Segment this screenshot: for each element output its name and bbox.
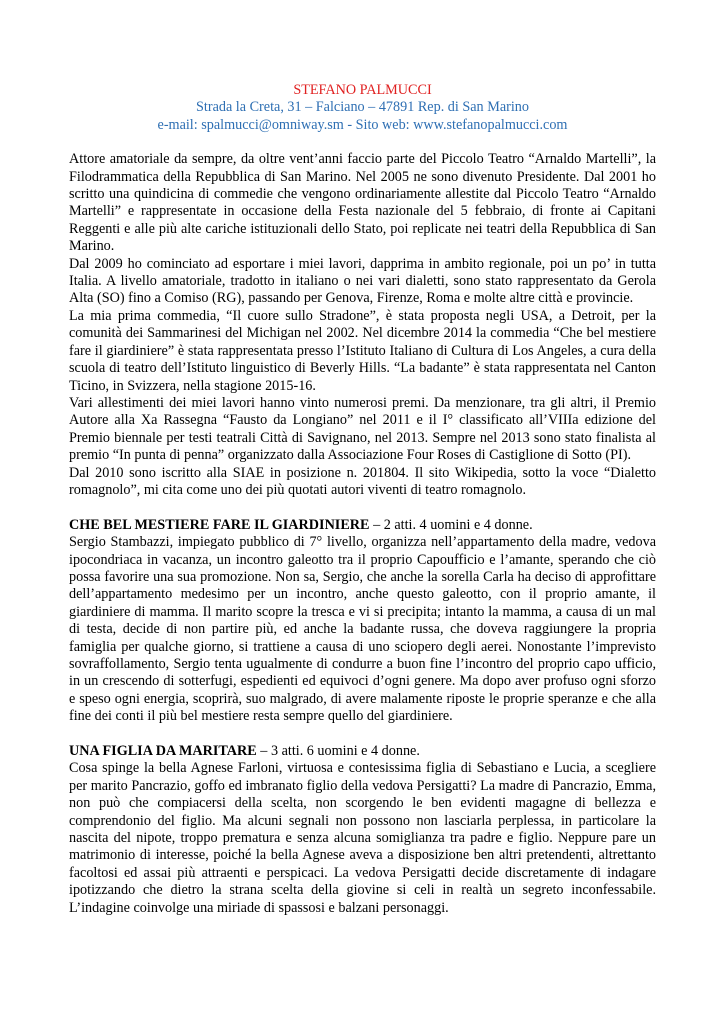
work-entry (69, 743, 656, 917)
work-meta: – 2 atti. 4 uomini e 4 donne. (369, 516, 533, 533)
bio-paragraph: Vari allestimenti dei miei lavori hanno vinto numerosi premi. Da menzionare, tra gli altri, il Premio Autore alla Xa Rassegna “Fausto da Longiano” nel 2011 e il I° classificato all’VIIIa edizione del Premio biennale per testi teatrali Città di Savignano, nel 2013. Sempre nel 2013 sono stato finalista al premio “In punta di penna” organizzato dalla Associazione Four Roses di Castiglione di Sotto (PI). (69, 394, 656, 464)
author-address: Strada la Creta, 31 – Falciano – 47891 Rep. di San Marino (196, 99, 529, 116)
work-title: CHE BEL MESTIERE FARE IL GIARDINIERE (69, 516, 370, 533)
letterhead (69, 82, 656, 134)
author-contact: e-mail: spalmucci@omniway.sm - Sito web: www.stefanopalmucci.com (157, 116, 568, 133)
work-heading (69, 743, 656, 760)
work-heading (69, 517, 656, 534)
document-body (69, 82, 656, 917)
bio-paragraph: Dal 2009 ho cominciato ad esportare i miei lavori, dapprima in ambito regionale, poi un po’ in tutta Italia. A livello amatoriale, tradotto in italiano o nei vari dialetti, sono stato rappresentato da Gerola Alta (SO) fino a Comiso (RG), passando per Genova, Firenze, Roma e molte altre città e provincie. (69, 255, 656, 307)
work-entry (69, 517, 656, 726)
bio-paragraph: La mia prima commedia, “Il cuore sullo Stradone”, è stata proposta negli USA, a Detroit, per la comunità dei Sammarinesi del Michigan nel 2002. Nel dicembre 2014 la commedia “Che bel mestiere fare il giardiniere” è stata rappresentata presso l’Istituto Italiano di Cultura di Los Angeles, a cura della scuola di teatro dell’Istituto linguistico di Beverly Hills. “La badante” è stata rappresentata nel Canton Ticino, in Svizzera, nella stagione 2015-16. (69, 307, 656, 394)
bio-paragraph: Attore amatoriale da sempre, da oltre vent’anni faccio parte del Piccolo Teatro “Arnaldo Martelli”, la Filodrammatica della Repubblica di San Marino. Nel 2005 ne sono divenuto Presidente. Dal 2001 ho scritto una quindicina di commedie che vengono ordinariamente allestite dal Piccolo Teatro “Arnaldo Martelli” e rappresentate in occasione della Festa nazionale del 5 febbraio, di fronte ai Capitani Reggenti e alle più alte cariche istituzionali dello Stato, poi replicate nei teatri della Repubblica di San Marino. (69, 151, 656, 255)
biography (69, 151, 656, 499)
bio-paragraph: Dal 2010 sono iscritto alla SIAE in posizione n. 201804. Il sito Wikipedia, sotto la voce “Dialetto romagnolo”, mi cita come uno dei più quotati autori viventi di teatro romagnolo. (69, 464, 656, 498)
author-name: STEFANO PALMUCCI (293, 82, 432, 98)
work-title: UNA FIGLIA DA MARITARE (69, 743, 257, 759)
work-synopsis: Sergio Stambazzi, impiegato pubblico di 7° livello, organizza nell’appartamento della madre, vedova ipocondriaca in vacanza, un incontro galeotto tra il proprio Capoufficio e l’amante, sperando che ciò possa favorire una sua promozione. Non sa, Sergio, che anche la sorella Carla ha deciso di approfittare dell’appartamento medesimo per un incontro, anche questo galeotto, con il proprio amante, il giardiniere di mamma. Il marito scopre la tresca e vi si precipita; intanto la mamma, a causa di un mal di testa, decide di non partire più, ed anche la badante russa, che doveva raggiungere la propria famiglia per qualche giorno, si trattiene a causa di uno sciopero degli aerei. Nonostante l’imprevisto sovraffollamento, Sergio tenta ugualmente di condurre a buon fine l’incontro del proprio capo ufficio, in un crescendo di sotterfugi, espedienti ed equivoci d’ogni genere. Ma dopo aver profuso ogni sforzo e speso ogni energia, scoprirà, suo malgrado, di avere malamente riposte le proprie speranze e che alla fine dei conti il più bel mestiere resta sempre quello del giardiniere. (69, 534, 656, 725)
work-meta: – 3 atti. 6 uomini e 4 donne. (256, 743, 420, 759)
work-synopsis: Cosa spinge la bella Agnese Farloni, virtuosa e contesissima figlia di Sebastiano e Lucia, a scegliere per marito Pancrazio, goffo ed imbranato figlio della vedova Persigatti? La madre di Pancrazio, Emma, non può che compiacersi della scelta, non scorgendo le ben evidenti magagne di bellezza e comprendonio del figlio. Ma alcuni segnali non possono non lasciarla perplessa, in particolare la nascita del nipote, troppo prematura e senza alcuna somiglianza tra padre e figlio. Neppure pare un matrimonio di interesse, poiché la bella Agnese aveva a disposizione ben altri pretendenti, altrettanto facoltosi ed assai più attraenti e perspicaci. La vedova Persigatti decide discretamente di indagare ipotizzando che dietro la strana scelta della giovine si celi in realtà un segreto inconfessabile. L’indagine coinvolge una miriade di spassosi e balzani personaggi. (69, 760, 656, 916)
